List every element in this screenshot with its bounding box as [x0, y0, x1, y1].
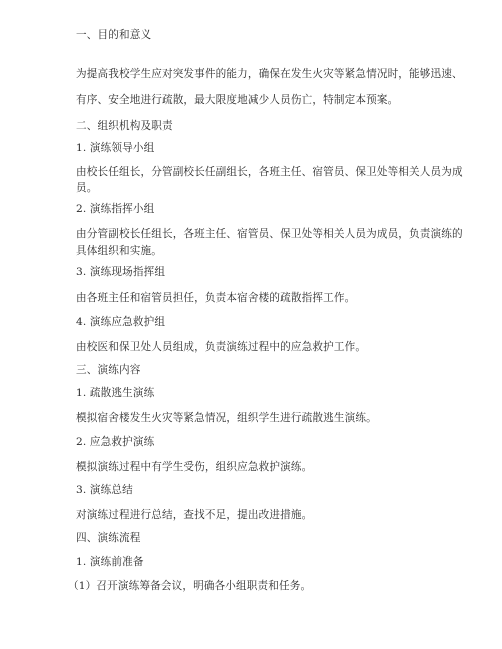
paragraph-line: 由校医和保卫处人员组成，负责演练过程中的应急救护工作。 [76, 341, 367, 353]
paragraph-line: 具体组织和实施。 [76, 245, 162, 257]
paragraph-line: （1）召开演练筹备会议，明确各小组职责和任务。 [68, 580, 312, 592]
list-item-title: 1. 演练前准备 [76, 556, 144, 568]
list-item-title: 2. 应急救护演练 [76, 436, 155, 448]
list-item-title: 3. 演练总结 [76, 484, 133, 496]
paragraph-line: 模拟宿舍楼发生火灾等紧急情况，组织学生进行疏散逃生演练。 [76, 412, 377, 424]
list-item-title: 1. 疏散逃生演练 [76, 387, 155, 399]
paragraph-line: 由分管副校长任组长，各班主任、宿管员、保卫处等相关人员为成员，负责演练的 [76, 228, 463, 240]
paragraph-line: 由校长任组长，分管副校长任副组长，各班主任、宿管员、保卫处等相关人员为成 [76, 166, 463, 178]
section-heading: 四、演练流程 [76, 532, 141, 544]
section-heading: 二、组织机构及职责 [76, 120, 173, 132]
paragraph-line: 员。 [76, 182, 98, 194]
paragraph-line: 模拟演练过程中有学生受伤，组织应急救护演练。 [76, 461, 313, 473]
list-item-title: 2. 演练指挥小组 [76, 203, 155, 215]
list-item-title: 4. 演练应急救护组 [76, 316, 166, 328]
paragraph-line: 对演练过程进行总结，查找不足，提出改进措施。 [76, 509, 313, 521]
paragraph-line: 有序、安全地进行疏散，最大限度地减少人员伤亡，特制定本预案。 [76, 94, 399, 106]
paragraph-line: 由各班主任和宿管员担任，负责本宿舍楼的疏散指挥工作。 [76, 292, 356, 304]
list-item-title: 1. 演练领导小组 [76, 142, 155, 154]
paragraph-line: 为提高我校学生应对突发事件的能力，确保在发生火灾等紧急情况时，能够迅速、 [76, 68, 463, 80]
section-heading: 三、演练内容 [76, 364, 141, 376]
list-item-title: 3. 演练现场指挥组 [76, 266, 166, 278]
section-heading: 一、目的和意义 [76, 29, 152, 41]
